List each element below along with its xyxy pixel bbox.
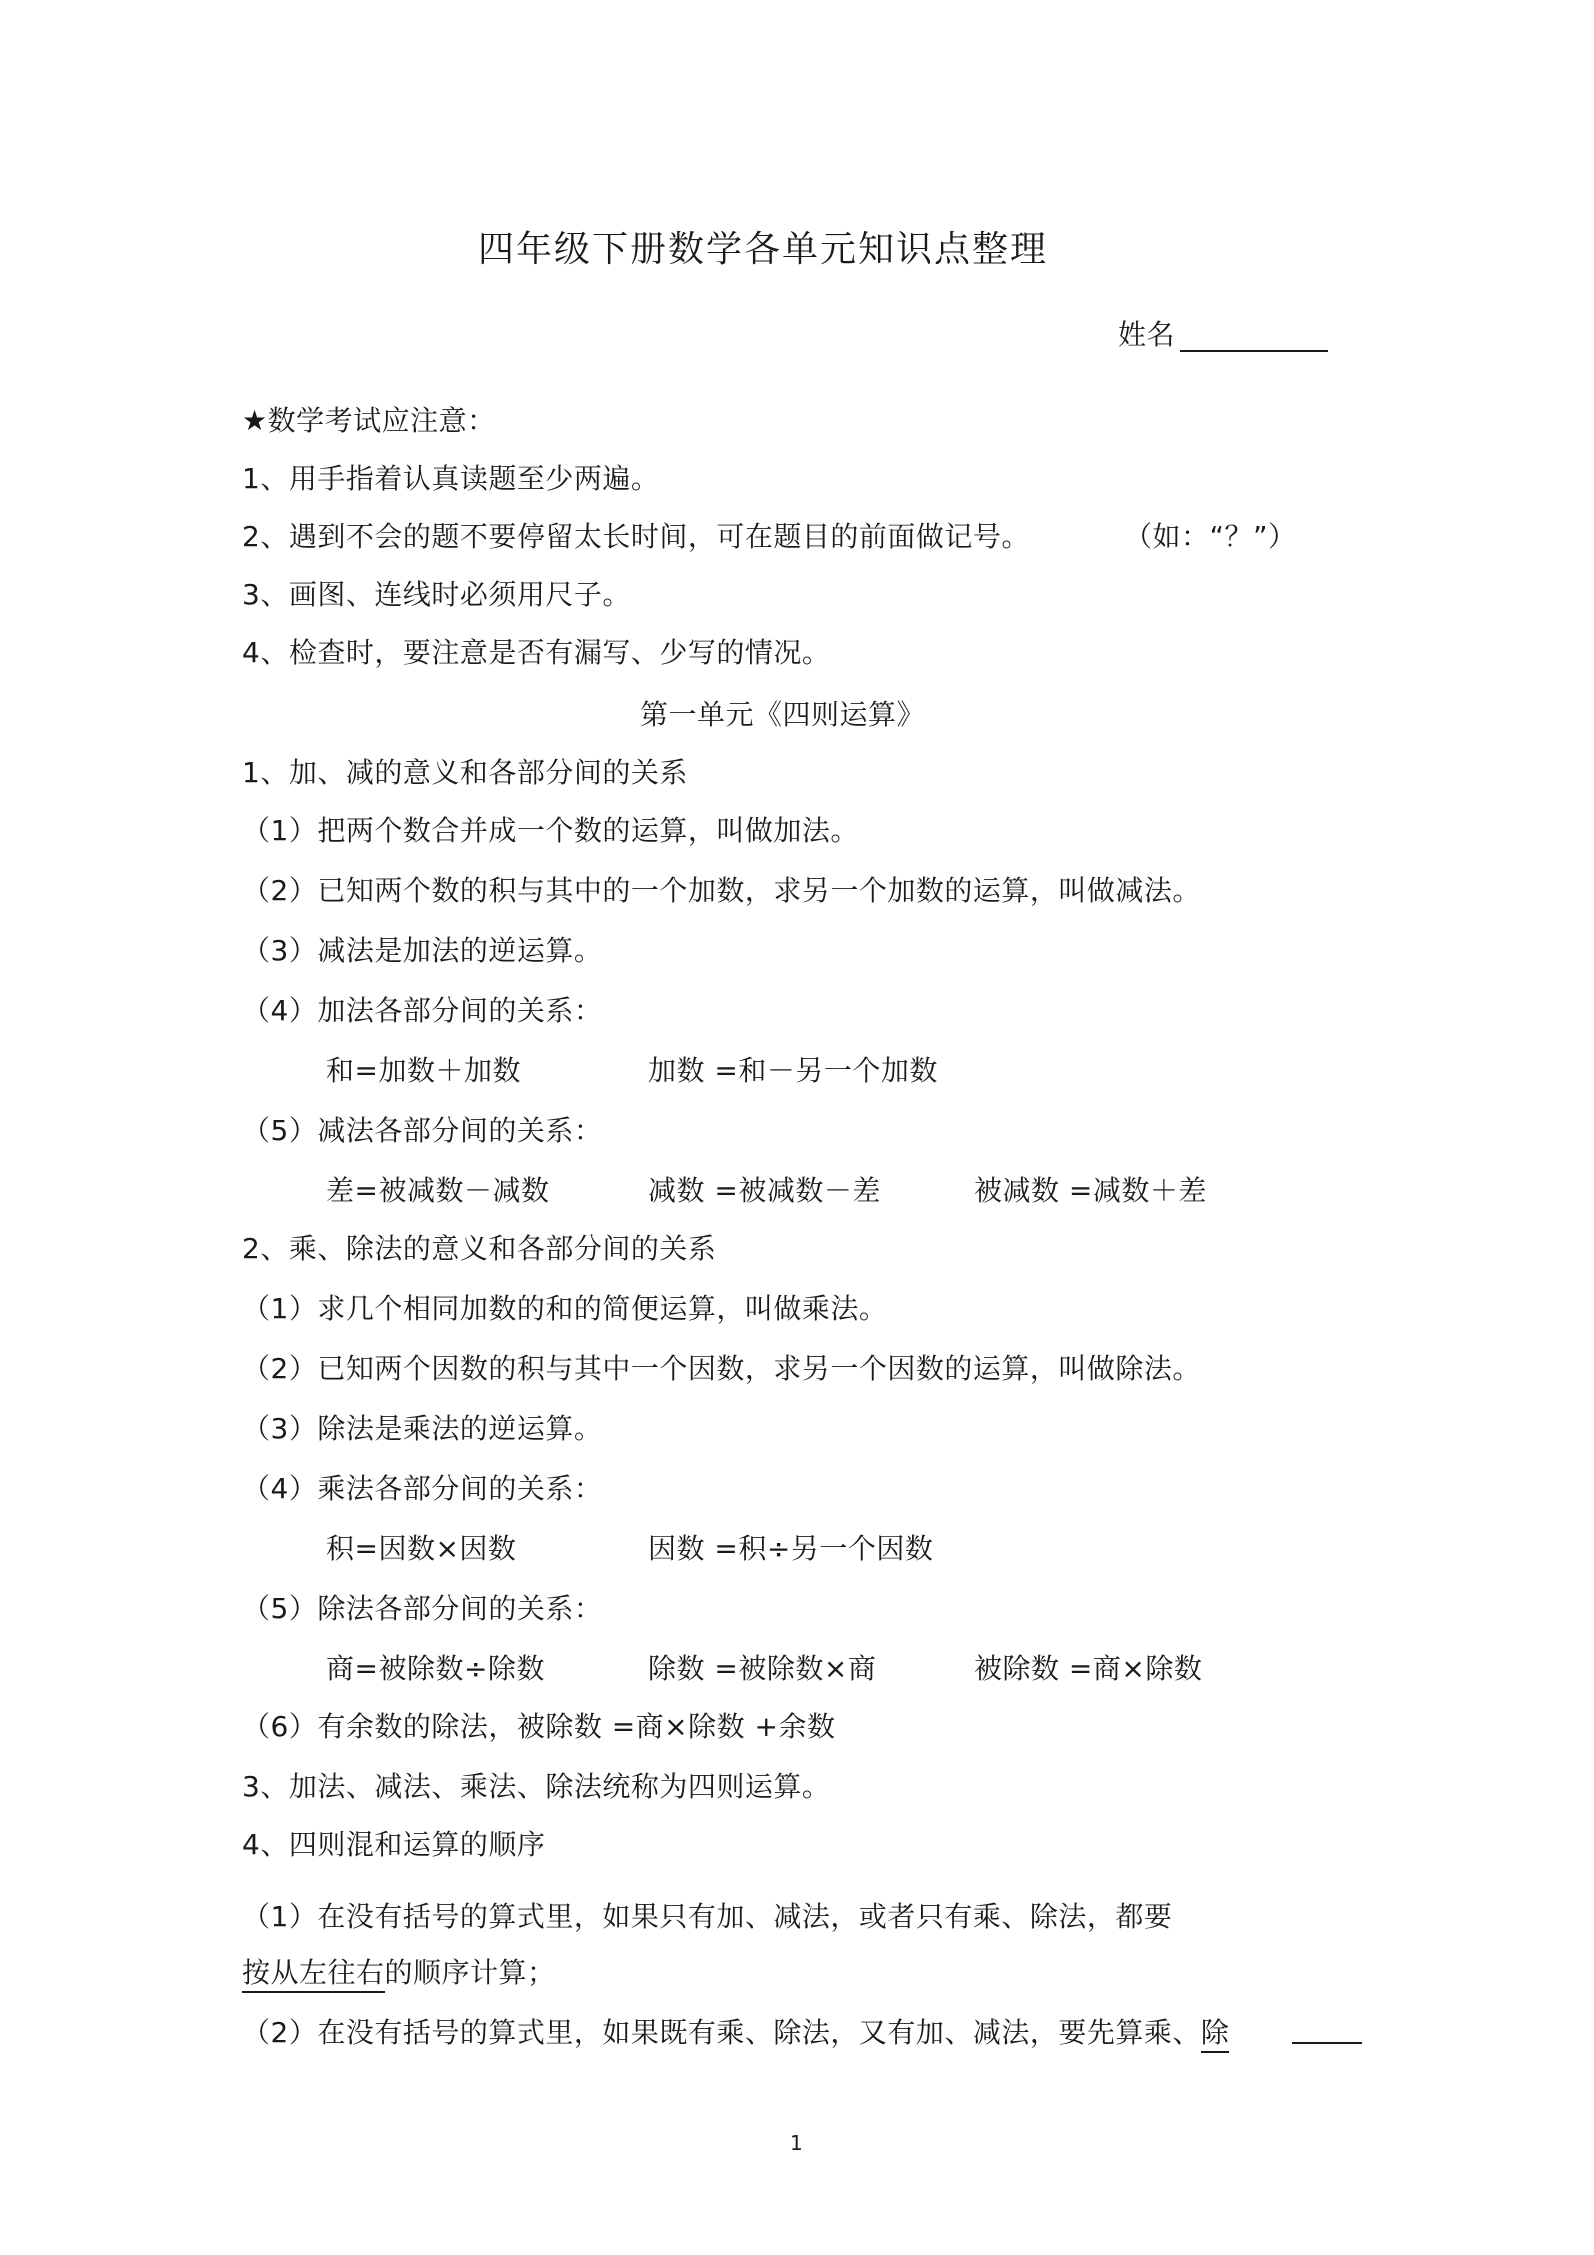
s4-point-1-line-1: （1）在没有括号的算式里，如果只有加、减法，或者只有乘、除法，都要 <box>242 1900 1173 1933</box>
subtraction-formula-3: 被减数 =减数＋差 <box>974 1174 1207 1207</box>
note-item-3: 3、画图、连线时必须用尺子。 <box>242 578 631 611</box>
s4-point-2 <box>242 2016 1229 2050</box>
division-formula-2: 除数 =被除数×商 <box>648 1652 877 1685</box>
subtraction-formula-2: 减数 =被减数－差 <box>648 1174 881 1207</box>
multiplication-formula-2: 因数 =积÷另一个因数 <box>648 1532 934 1565</box>
s1-point-2: （2）已知两个数的积与其中的一个加数，求另一个加数的运算，叫做减法。 <box>242 874 1201 907</box>
s2-point-2: （2）已知两个因数的积与其中一个因数，求另一个因数的运算，叫做除法。 <box>242 1352 1201 1385</box>
unit-title: 第一单元《四则运算》 <box>640 698 926 731</box>
s1-point-1: （1）把两个数合并成一个数的运算，叫做加法。 <box>242 814 859 847</box>
notes-heading: ★数学考试应注意： <box>242 404 496 437</box>
name-label: 姓名 <box>1118 318 1176 351</box>
s4-point-2-blank <box>1292 2042 1362 2044</box>
s4-point-1-line-2-rest: 的顺序计算； <box>384 1956 556 1989</box>
s2-point-3: （3）除法是乘法的逆运算。 <box>242 1412 603 1445</box>
s2-point-6: （6）有余数的除法，被除数 =商×除数 +余数 <box>242 1710 836 1743</box>
section-3-heading: 3、加法、减法、乘法、除法统称为四则运算。 <box>242 1770 831 1803</box>
s1-point-3: （3）减法是加法的逆运算。 <box>242 934 603 967</box>
name-blank[interactable] <box>1180 350 1328 352</box>
page-number: 1 <box>790 2131 804 2155</box>
s1-point-5: （5）减法各部分间的关系： <box>242 1114 603 1147</box>
s4-point-1-line-2 <box>242 1956 556 1990</box>
note-item-2-suffix: （如：“？”） <box>1124 520 1297 553</box>
division-formula-1: 商=被除数÷除数 <box>326 1652 545 1685</box>
multiplication-formula-1: 积=因数×因数 <box>326 1532 517 1565</box>
s4-point-2-underlined: 除 <box>1201 2016 1230 2053</box>
s4-point-2-text: （2）在没有括号的算式里，如果既有乘、除法，又有加、减法，要先算乘、 <box>242 2016 1201 2049</box>
page-title: 四年级下册数学各单元知识点整理 <box>478 229 1049 270</box>
note-item-4: 4、检查时，要注意是否有漏写、少写的情况。 <box>242 636 831 669</box>
underlined-phrase: 按从左往右 <box>242 1956 385 1993</box>
s1-point-4: （4）加法各部分间的关系： <box>242 994 603 1027</box>
section-2-heading: 2、乘、除法的意义和各部分间的关系 <box>242 1232 717 1265</box>
note-item-1: 1、用手指着认真读题至少两遍。 <box>242 462 660 495</box>
addition-formula-2: 加数 =和－另一个加数 <box>648 1054 938 1087</box>
s2-point-1: （1）求几个相同加数的和的简便运算，叫做乘法。 <box>242 1292 888 1325</box>
subtraction-formula-1: 差=被减数－减数 <box>326 1174 550 1207</box>
division-formula-3: 被除数 =商×除数 <box>974 1652 1203 1685</box>
s2-point-4: （4）乘法各部分间的关系： <box>242 1472 603 1505</box>
section-1-heading: 1、加、减的意义和各部分间的关系 <box>242 756 688 789</box>
addition-formula-1: 和=加数＋加数 <box>326 1054 521 1087</box>
section-4-heading: 4、四则混和运算的顺序 <box>242 1828 546 1861</box>
note-item-2: 2、遇到不会的题不要停留太长时间，可在题目的前面做记号。 <box>242 520 1030 553</box>
s2-point-5: （5）除法各部分间的关系： <box>242 1592 603 1625</box>
